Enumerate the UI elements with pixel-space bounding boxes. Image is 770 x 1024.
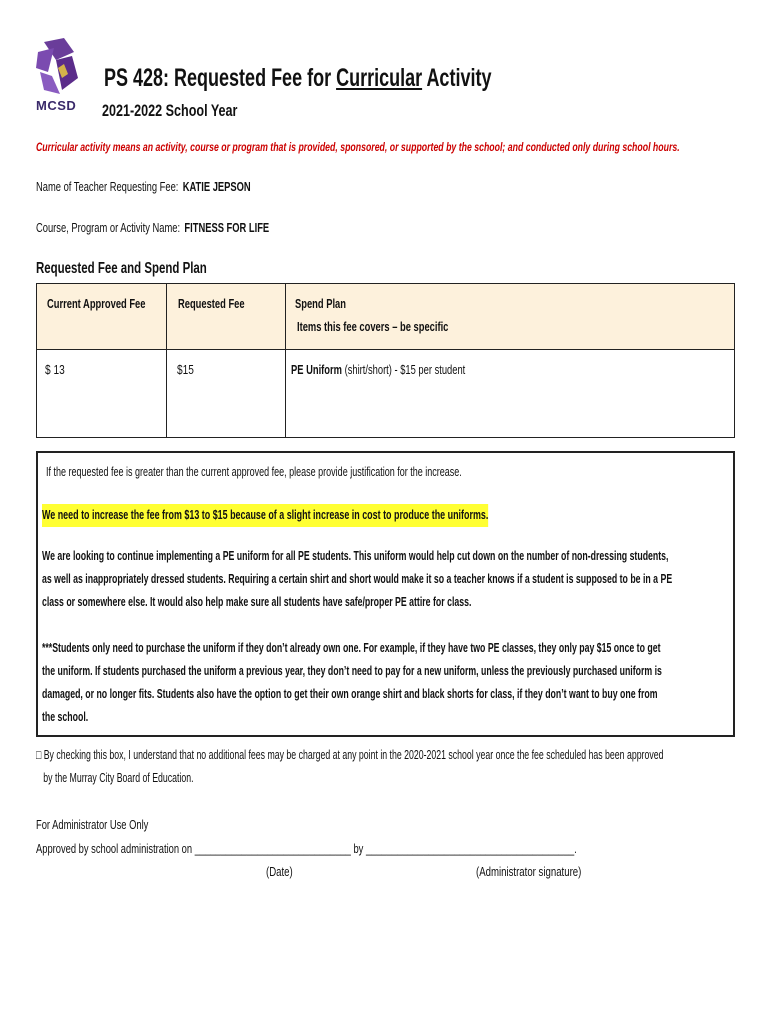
cell-requested-fee: [177, 362, 199, 377]
definition-text: Curricular activity means an activity, course or program that is provided, sponsored, or supported by the school; and conducted only during school hours.: [36, 142, 680, 154]
header-current-fee: [47, 296, 184, 311]
p2-line: ***Students only need to purchase the uniform if they don’t already own one. For example, if they have two PE classes, they only pay $15 once to get: [42, 641, 661, 655]
title-prefix: PS 428: Requested Fee for: [104, 64, 337, 92]
curricular-definition: [36, 142, 770, 154]
title-underlined-word: Curricular: [336, 64, 423, 92]
date-label: [266, 864, 302, 879]
teacher-label: Name of Teacher Requesting Fee:: [36, 179, 179, 194]
p1-line: as well as inappropriately dressed students. Requiring a certain shirt and short would make it so a teacher knows if a student is supposed to be in a PE: [42, 572, 673, 586]
justification-box: [36, 451, 735, 737]
teacher-value: KATIE JEPSON: [182, 179, 251, 194]
teacher-field: [36, 179, 334, 194]
header-current-fee-text: Current Approved Fee: [47, 296, 146, 311]
admin-use-label: [36, 817, 192, 832]
school-year: [102, 101, 285, 121]
header-spend-plan-text: Spend Plan: [295, 296, 346, 311]
requested-fee-value: $15: [177, 362, 194, 377]
p2-line: damaged, or no longer fits. Students also have the option to get their own orange shirt and black shorts for class, if they don’t want to buy one from: [42, 687, 658, 701]
p1-line: class or somewhere else. It would also help make sure all students have safe/proper PE attire for class.: [42, 595, 472, 609]
justification-highlight: [42, 504, 666, 527]
highlighted-text: We need to increase the fee from $13 to $15 because of a slight increase in cost to produce the uniforms.: [42, 504, 488, 527]
acknowledgement-checkbox[interactable]: [36, 744, 770, 790]
approval-text: Approved by school administration on ______________________________ by ________________________________________.: [36, 841, 577, 856]
justification-prompt-text: If the requested fee is greater than the current approved fee, please provide justification for the increase.: [46, 465, 462, 479]
title-suffix: Activity: [422, 64, 492, 92]
p1-line: We are looking to continue implementing a PE uniform for all PE students. This uniform would help cut down on the number of non-dressing students,: [42, 549, 669, 563]
header-requested-fee: [178, 296, 270, 311]
column-divider: [285, 284, 286, 437]
header-requested-fee-text: Requested Fee: [178, 296, 245, 311]
p2-line: the school.: [42, 710, 89, 724]
checkbox-line: □ By checking this box, I understand that no additional fees may be charged at any point in the 2020-2021 school year once the fee scheduled has been approved: [36, 748, 664, 762]
fee-table-header: [37, 284, 734, 350]
spend-item: PE Uniform: [291, 362, 342, 377]
spend-detail: (shirt/short) - $15 per student: [341, 362, 466, 377]
spend-plan-sub-text: Items this fee covers – be specific: [297, 319, 449, 334]
course-value: FITNESS FOR LIFE: [184, 220, 270, 235]
header-spend-plan: [295, 296, 366, 311]
mcsd-logo: [34, 38, 82, 118]
signature-label-text: (Administrator signature): [476, 864, 582, 879]
justification-paragraph-1: [42, 545, 770, 614]
justification-paragraph-2: [42, 637, 770, 729]
checkbox-line: by the Murray City Board of Education.: [36, 771, 194, 785]
school-year-text: 2021-2022 School Year: [102, 101, 238, 120]
page-title: [104, 64, 642, 93]
cell-current-fee: [45, 362, 70, 377]
admin-use-text: For Administrator Use Only: [36, 817, 149, 832]
signature-label: [476, 864, 618, 879]
section-heading-text: Requested Fee and Spend Plan: [36, 260, 207, 277]
current-fee-value: $ 13: [45, 362, 65, 377]
date-label-text: (Date): [266, 864, 293, 879]
course-field: [36, 220, 360, 235]
course-label: Course, Program or Activity Name:: [36, 220, 181, 235]
fee-table: [36, 283, 735, 438]
p2-line: the uniform. If students purchased the uniform a previous year, they don’t need to pay for a new uniform, unless the previously purchased uniform is: [42, 664, 662, 678]
logo-text: MCSD: [36, 98, 77, 113]
header-spend-plan-sub: [297, 319, 507, 334]
section-heading: [36, 260, 267, 278]
justification-prompt: [46, 461, 623, 484]
approval-line: [36, 841, 770, 856]
cell-spend-plan: [291, 362, 533, 377]
